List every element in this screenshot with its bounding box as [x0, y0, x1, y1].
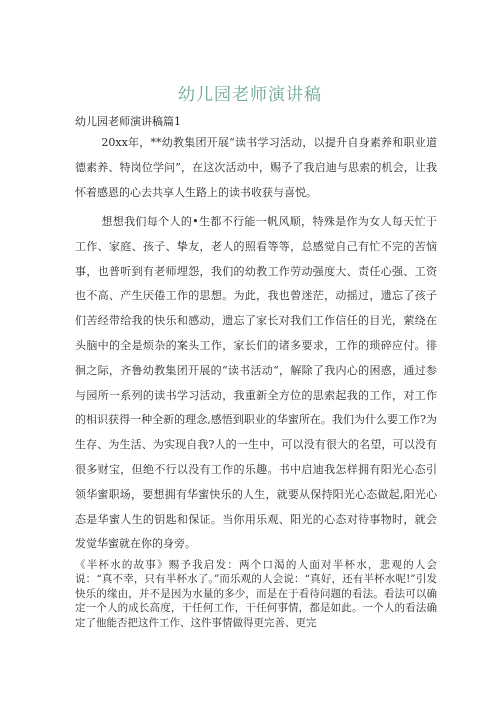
- paragraph-half-cup-story: 《半杯水的故事》赐予我启发：两个口渴的人面对半杯水，悲观的人会说：“真不幸，只有半杯水了。”而乐观的人会说：“真好，还有半杯水呢!”引发快乐的缘由，并不是因为水量的多少，而是在于看待问题的看法。看法可以确定一个人的成长高度，干任何工作，干任何事情，都是如此。一个人的看法确定了他能否把这件工作、这件事情做得更完善、更完: [75, 559, 437, 629]
- paragraph-block-2: [75, 210, 437, 557]
- paragraph-reflection: 想想我们每个人的•生都不行能一帆风顺，特殊是作为女人每天忙于工作、家庭、孩子、挚友，老人的照看等等，总感觉自己有忙不完的苦恼事，也普听到有老师埋怨，我们的幼教工作劳动强度大、责任心强、工资也不高、产生厌倦工作的思想。为此，我也曾迷茫，动摇过，遗忘了孩子们苦经带给我的快乐和感动，遗忘了家长对我们工作信任的目光，萦绕在头脑中的全是烦杂的案头工作，家长们的诸多要求，工作的琐碎应付。徘徊之际，齐鲁幼教集团开展的“读书活动“，解除了我内心的困惑，通过参与园所一系列的读书学习活动，我重新全方位的思索起我的工作，对工作的相识获得一种全新的理念,感悟到职业的华蜜所在。我们为什么要工作?为生存、为生活、为实现自我?人的一生中，可以没有很大的名望，可以没有很多财宝，但绝不行以没有工作的乐趣。书中启迪我怎样拥有阳光心态引领华蜜职场，要想拥有华蜜快乐的人生，就要从保持阳光心态做起,阳光心态是华蜜人生的钥匙和保证。当你用乐观、阳光的心态对待事物时，就会发觉华蜜就在你的身旁。: [75, 215, 437, 551]
- paragraph-block-3: [75, 558, 437, 630]
- paragraph-intro: 20xx年，**幼教集团开展“读书学习活动，以提升自身素养和职业道德素养、特岗位学问”，在这次活动中，赐予了我启迪与思索的机会，让我怀着感恩的心去共享人生路上的读书收获与喜悦。: [75, 136, 437, 199]
- document-title: 幼儿园老师演讲稿: [178, 85, 322, 105]
- document-subtitle: 幼儿园老师演讲稿篇1: [75, 115, 181, 128]
- paragraph-block-1: [75, 131, 437, 205]
